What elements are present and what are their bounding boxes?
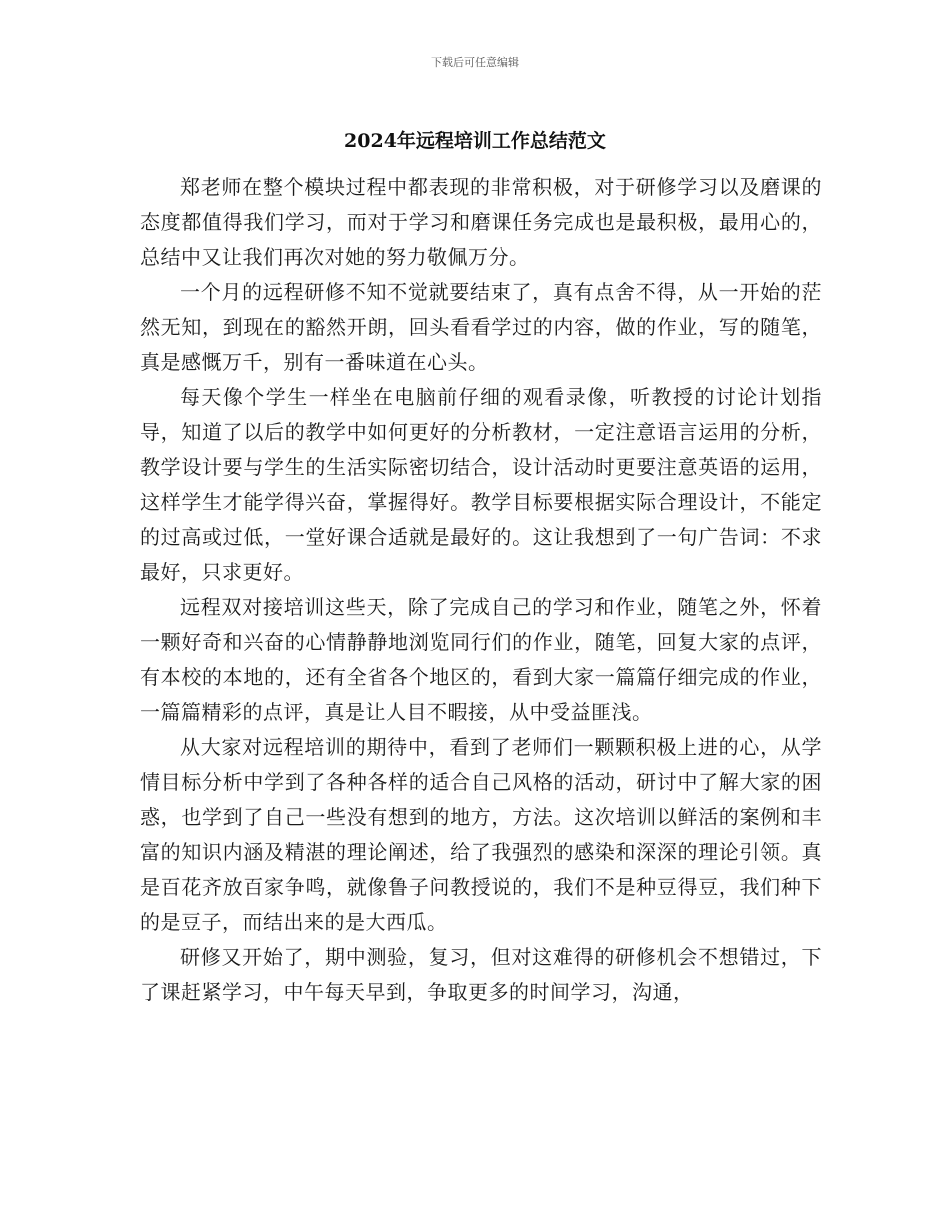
paragraph: 从大家对远程培训的期待中，看到了老师们一颗颗积极上进的心，从学情目标分析中学到了各种各样的适合自己风格的活动，研讨中了解大家的困惑，也学到了自己一些没有想到的地方，方法。这次培训以鲜活的案例和丰富的知识内涵及精湛的理论阐述，给了我强烈的感染和深深的理论引领。真是百花齐放百家争鸣，就像鲁子问教授说的，我们不是种豆得豆，我们种下的是豆子，而结出来的是大西瓜。 (140, 735, 822, 934)
paragraph: 远程双对接培训这些天，除了完成自己的学习和作业，随笔之外，怀着一颗好奇和兴奋的心情静静地浏览同行们的作业，随笔，回复大家的点评，有本校的本地的，还有全省各个地区的，看到大家一篇篇仔细完成的作业，一篇篇精彩的点评，真是让人目不暇接，从中受益匪浅。 (140, 595, 822, 724)
document-body (140, 170, 822, 1010)
paragraph: 一个月的远程研修不知不觉就要结束了，真有点舍不得，从一开始的茫然无知，到现在的豁然开朗，回头看看学过的内容，做的作业，写的随笔，真是感慨万千，别有一番味道在心头。 (140, 280, 822, 374)
paragraph: 郑老师在整个模块过程中都表现的非常积极，对于研修学习以及磨课的态度都值得我们学习，而对于学习和磨课任务完成也是最积极，最用心的，总结中又让我们再次对她的努力敬佩万分。 (140, 175, 822, 269)
header-note: 下载后可任意编辑 (431, 56, 519, 69)
document-title: 2024年远程培训工作总结范文 (344, 130, 606, 152)
paragraph: 每天像个学生一样坐在电脑前仔细的观看录像，听教授的讨论计划指导，知道了以后的教学中如何更好的分析教材，一定注意语言运用的分析，教学设计要与学生的生活实际密切结合，设计活动时更要注意英语的运用，这样学生才能学得兴奋，掌握得好。教学目标要根据实际合理设计，不能定的过高或过低，一堂好课合适就是最好的。这让我想到了一句广告词：不求最好，只求更好。 (140, 385, 822, 584)
paragraph: 研修又开始了，期中测验，复习，但对这难得的研修机会不想错过，下了课赶紧学习，中午每天早到，争取更多的时间学习，沟通， (140, 945, 822, 1004)
